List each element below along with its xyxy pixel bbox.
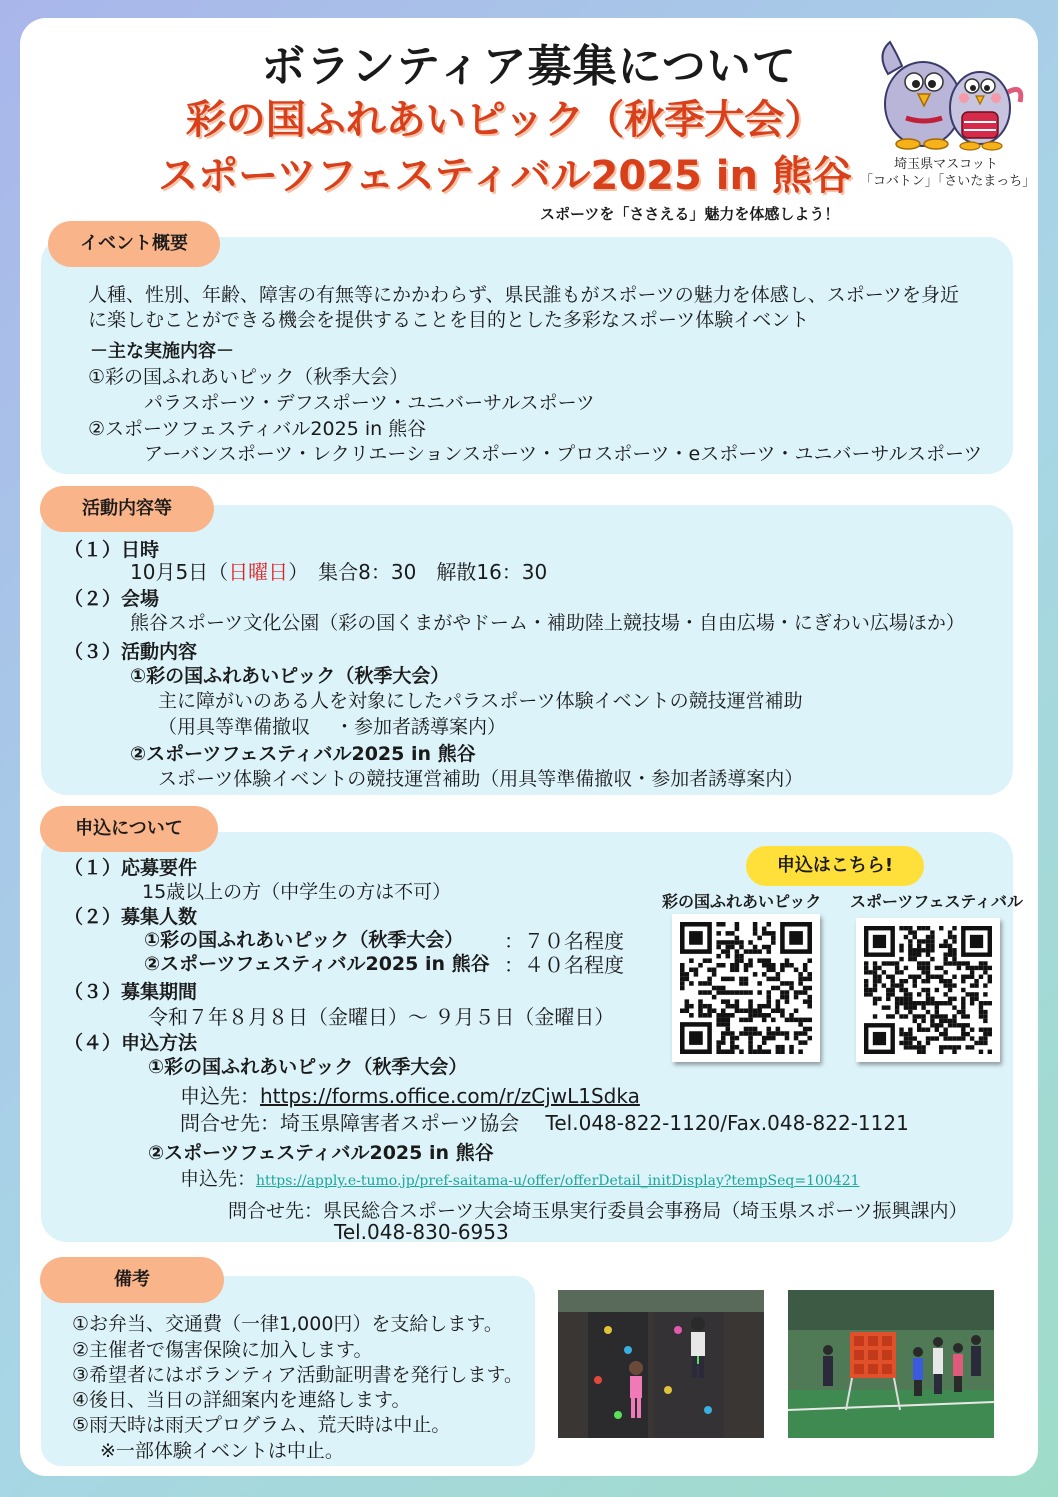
method-2-tel: Tel.048-830-6953 xyxy=(334,1220,509,1244)
activity-heading: 活動内容等 xyxy=(40,486,214,532)
page-title: ボランティア募集について xyxy=(261,41,797,92)
activity-content-1-title: ①彩の国ふれあいピック（秋季大会） xyxy=(130,665,450,687)
method-1-title: ①彩の国ふれあいピック（秋季大会） xyxy=(148,1056,468,1078)
num-label: （２）募集人数 xyxy=(64,906,198,928)
mascot-illustration xyxy=(868,34,1028,152)
num-2-value: ：４０名程度 xyxy=(504,953,624,977)
overview-item-2-detail: アーバンスポーツ・レクリエーションスポーツ・プロスポーツ・eスポーツ・ユニバーサルスポーツ xyxy=(144,443,983,465)
method-2-title: ②スポーツフェスティバル2025 in 熊谷 xyxy=(148,1142,494,1164)
activity-content-label: （３）活動内容 xyxy=(64,641,198,663)
activity-content-1-desc: 主に障がいのある人を対象にしたパラスポーツ体験イベントの競技運営補助 xyxy=(158,690,803,712)
req-label: （１）応募要件 xyxy=(64,857,198,879)
saitamacchi-mascot xyxy=(950,72,1021,150)
period-label: （３）募集期間 xyxy=(64,981,198,1003)
apply-here-badge: 申込はこちら! xyxy=(746,846,924,886)
method-label: （４）申込方法 xyxy=(64,1032,198,1054)
qr-2-label: スポーツフェスティバル xyxy=(850,892,1023,911)
activity-venue-label: （２）会場 xyxy=(64,588,160,610)
note-2: ②主催者で傷害保険に加入します。 xyxy=(72,1339,373,1361)
kobaton-mascot xyxy=(882,42,961,149)
activity-venue: 熊谷スポーツ文化公園（彩の国くまがやドーム・補助陸上競技場・自由広場・にぎわい広場ほか） xyxy=(130,612,965,634)
overview-item-1-detail: パラスポーツ・デフスポーツ・ユニバーサルスポーツ xyxy=(144,392,595,414)
photo-target-game xyxy=(788,1290,994,1438)
photo-climbing-wall xyxy=(558,1290,764,1438)
note-1: ①お弁当、交通費（一律1,000円）を支給します。 xyxy=(72,1313,503,1335)
overview-sub-heading: －主な実施内容－ xyxy=(90,341,234,362)
activity-content-2-title: ②スポーツフェスティバル2025 in 熊谷 xyxy=(130,743,476,765)
activity-content-2-desc: スポーツ体験イベントの競技運営補助（用具等準備撤収・参加者誘導案内） xyxy=(158,768,804,790)
note-5: ⑤雨天時は雨天プログラム、荒天時は中止。 xyxy=(72,1414,451,1436)
notes-heading: 備考 xyxy=(40,1257,224,1303)
application-heading: 申込について xyxy=(40,806,218,852)
activity-content-1-desc-2: （用具等準備撤収 ・参加者誘導案内） xyxy=(158,716,507,738)
qr-code-1-pattern xyxy=(672,914,820,1062)
event-title-2: スポーツフェスティバル2025 in 熊谷 xyxy=(158,153,852,199)
qr-code-2-pattern xyxy=(856,918,1000,1062)
overview-heading: イベント概要 xyxy=(48,221,220,267)
period-text: 令和７年８月８日（金曜日）～ ９月５日（金曜日） xyxy=(148,1005,615,1029)
activity-date-day: 日曜日 xyxy=(228,560,289,584)
num-2-name: ②スポーツフェスティバル2025 in 熊谷 xyxy=(144,953,490,975)
note-6: ※一部体験イベントは中止。 xyxy=(100,1440,344,1462)
method-2-url-link[interactable]: https://apply.e-tumo.jp/pref-saitama-u/offer/offerDetail_initDisplay?tempSeq=100421 xyxy=(256,1173,860,1189)
note-3: ③希望者にはボランティア活動証明書を発行します。 xyxy=(72,1364,523,1386)
method-2-contact: 問合せ先：県民総合スポーツ大会埼玉県実行委員会事務局（埼玉県スポーツ振興課内） xyxy=(228,1200,968,1222)
method-1-apply: 申込先：https://forms.office.com/r/zCjwL1Sdka xyxy=(180,1084,640,1108)
qr-code-2[interactable] xyxy=(856,918,1000,1062)
num-1-name: ①彩の国ふれあいピック（秋季大会） xyxy=(144,929,464,951)
activity-date-label: （１）日時 xyxy=(64,539,160,561)
note-4: ④後日、当日の詳細案内を連絡します。 xyxy=(72,1389,411,1411)
qr-1-label: 彩の国ふれあいピック xyxy=(662,892,822,911)
overview-item-2: ②スポーツフェスティバル2025 in 熊谷 xyxy=(88,418,427,440)
method-2-apply: 申込先：https://apply.e-tumo.jp/pref-saitama-u/offer/offerDetail_initDisplay?tempSeq=100421 xyxy=(180,1168,860,1190)
mascot-caption: 埼玉県マスコット 「コバトン」「さいたまっち」 xyxy=(860,157,1036,189)
overview-desc-2: に楽しむことができる機会を提供することを目的とした多彩なスポーツ体験イベント xyxy=(88,309,810,331)
overview-item-1: ①彩の国ふれあいピック（秋季大会） xyxy=(88,366,409,388)
num-1-value: ：７０名程度 xyxy=(504,929,624,953)
tagline: スポーツを「ささえる」魅力を体感しよう！ xyxy=(540,205,840,223)
qr-code-1[interactable] xyxy=(672,914,820,1062)
req-text: 15歳以上の方（中学生の方は不可） xyxy=(142,881,452,903)
method-1-contact: 問合せ先：埼玉県障害者スポーツ協会 Tel.048-822-1120/Fax.048-822-1121 xyxy=(180,1111,909,1135)
activity-date: 10月5日（日曜日） 集合8：30 解散16：30 xyxy=(130,560,548,584)
method-1-url-link[interactable]: https://forms.office.com/r/zCjwL1Sdka xyxy=(260,1084,640,1108)
overview-desc-1: 人種、性別、年齢、障害の有無等にかかわらず、県民誰もがスポーツの魅力を体感し、スポーツを身近 xyxy=(88,284,959,306)
event-title-1: 彩の国ふれあいピック（秋季大会） xyxy=(185,97,825,143)
